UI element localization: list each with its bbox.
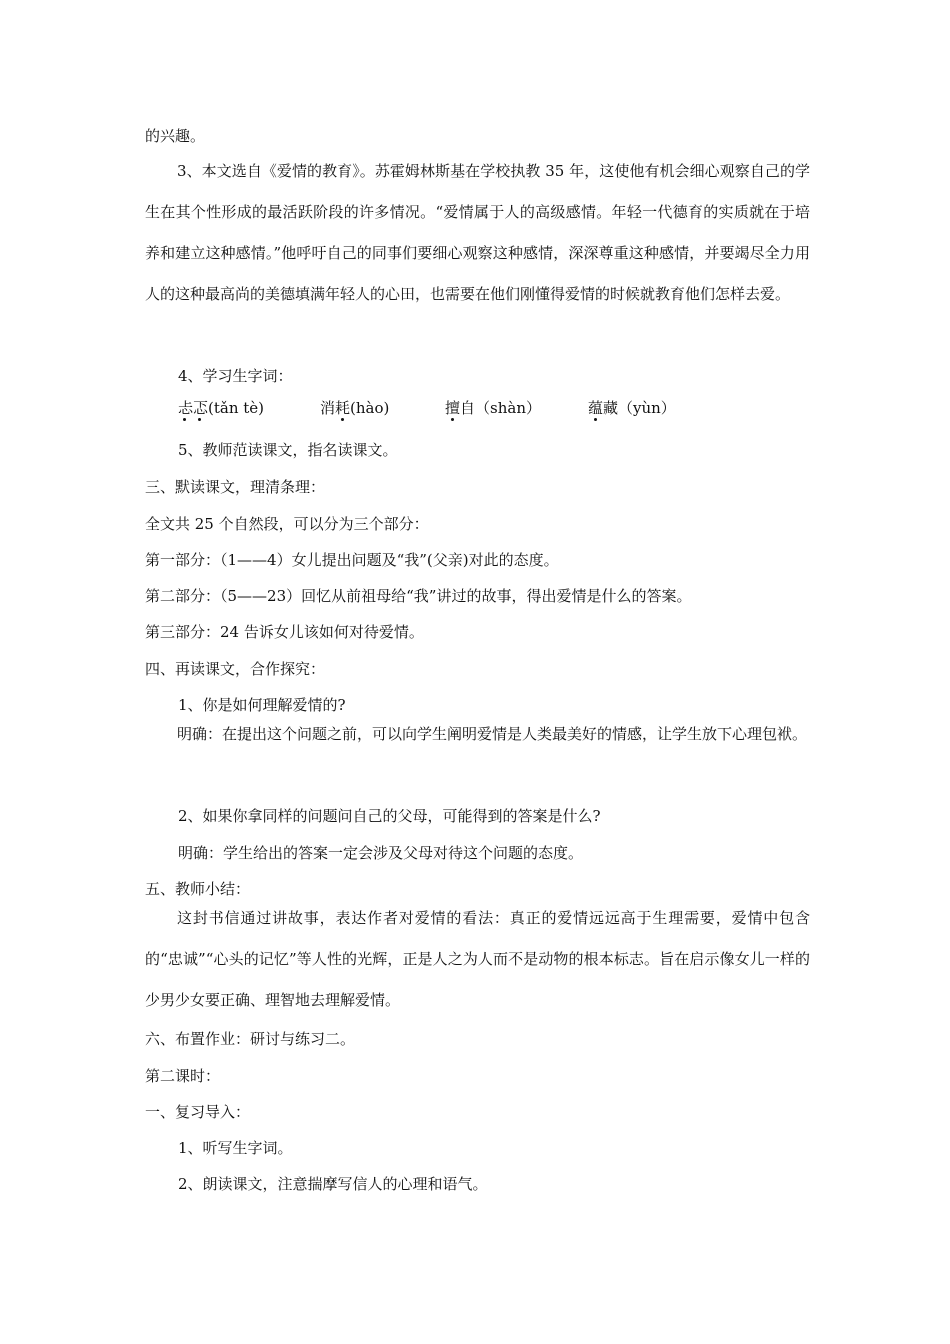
review-heading: 一、复习导入： [145,1103,251,1121]
vocab-pinyin: (tǎn tè) [208,399,265,417]
review-step-2: 2、朗读课文，注意揣摩写信人的心理和语气。 [178,1175,488,1193]
vocab-pinyin: (hào) [350,399,390,417]
lesson-2-heading: 第二课时： [145,1067,221,1085]
vocab-item-2 [320,397,389,419]
question-1: 1、你是如何理解爱情的? [178,696,346,714]
section-heading-6: 六、布置作业：研讨与练习二。 [145,1030,356,1048]
paragraph-continuation: 的兴趣。 [145,127,206,145]
teacher-summary [145,898,810,1021]
vocab-item-1 [178,397,264,419]
review-step-1: 1、听写生字词。 [178,1139,293,1157]
teacher-summary-text: 这封书信通过讲故事，表达作者对爱情的看法：真正的爱情远远高于生理需要，爱情中包含的“忠诚”“心头的记忆”等人性的光辉，正是人之为人而不是动物的根本标志。旨在启示像女儿一样的少男少女要正确、理智地去理解爱情。 [145,909,810,1009]
emphasis-dot [451,418,454,421]
answer-2: 明确：学生给出的答案一定会涉及父母对待这个问题的态度。 [178,844,584,862]
emphasis-dot [198,418,201,421]
vocab-item-3 [445,397,541,419]
answer-1-text: 明确：在提出这个问题之前，可以向学生阐明爱情是人类最美好的情感，让学生放下心理包袱。 [177,725,808,743]
section-heading-4: 四、再读课文，合作探究： [145,660,326,678]
structure-part-1: 第一部分：（1——4）女儿提出问题及“我”(父亲)对此的态度。 [145,551,559,569]
question-2: 2、如果你拿同样的问题问自己的父母，可能得到的答案是什么? [178,807,601,825]
structure-overview: 全文共 25 个自然段，可以分为三个部分： [145,515,429,533]
vocab-heading: 4、学习生字词： [178,367,293,385]
structure-part-3: 第三部分：24 告诉女儿该如何对待爱情。 [145,623,424,641]
vocab-pinyin: （yùn） [618,399,676,417]
vocab-word: 蕴藏 [588,399,619,417]
emphasis-dot [341,418,344,421]
emphasis-dot [594,418,597,421]
vocab-word: 擅自 [445,399,476,417]
paragraph-background [145,151,810,315]
vocab-word: 忐忑 [178,399,209,417]
structure-part-2: 第二部分：（5——23）回忆从前祖母给“我”讲过的故事，得出爱情是什么的答案。 [145,587,692,605]
emphasis-dot [183,418,186,421]
vocab-pinyin: （shàn） [475,399,541,417]
reading-step: 5、教师范读课文，指名读课文。 [178,441,398,459]
vocab-item-4 [588,397,676,419]
vocab-word: 消耗 [320,399,351,417]
paragraph-background-text: 3、本文选自《爱情的教育》。苏霍姆林斯基在学校执教 35 年，这使他有机会细心观察自己的学生在其个性形成的最活跃阶段的许多情况。“爱情属于人的高级感情。年轻一代德育的实质就在于培养和建立这种感情。”他呼吁自己的同事们要细心观察这种感情，深深尊重这种感情，并要竭尽全力用人的这种最高尚的美德填满年轻人的心田，也需要在他们刚懂得爱情的时候就教育他们怎样去爱。 [145,162,810,303]
answer-1 [145,714,810,755]
section-heading-5: 五、教师小结： [145,880,251,898]
section-heading-3: 三、默读课文，理清条理： [145,478,326,496]
